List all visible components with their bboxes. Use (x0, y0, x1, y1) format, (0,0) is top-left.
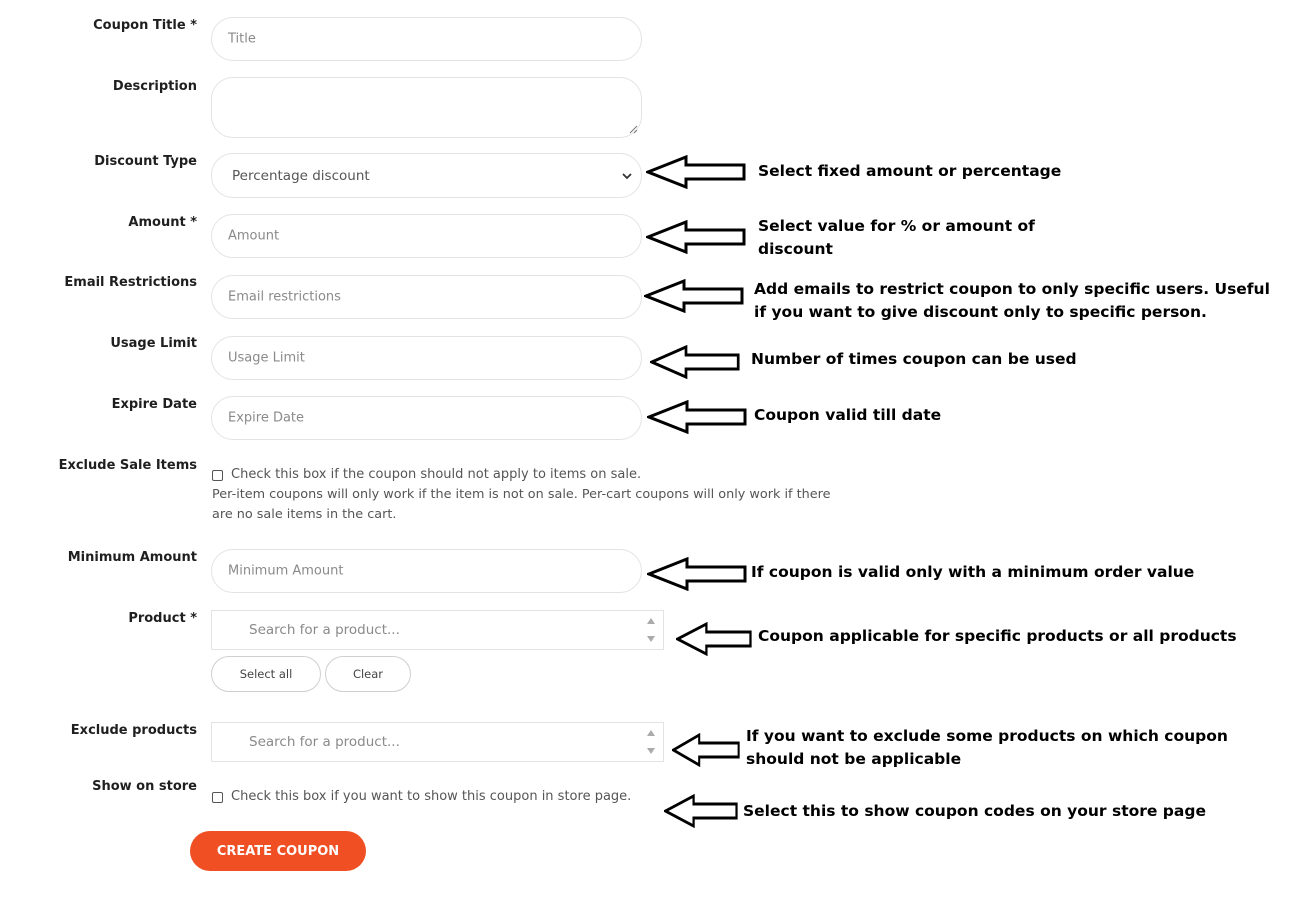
annotation-amount (758, 215, 1035, 261)
create-coupon-button[interactable]: CREATE COUPON (190, 831, 366, 871)
usage-limit-label: Usage Limit (110, 336, 197, 351)
exclude-products-label: Exclude products (70, 723, 197, 738)
discount-type-value: Percentage discount (232, 167, 370, 184)
usage-limit-placeholder: Usage Limit (228, 350, 305, 366)
left-arrow-icon (644, 279, 744, 313)
left-arrow-icon (650, 345, 740, 379)
coupon-title-placeholder: Title (228, 31, 256, 47)
exclude-products-placeholder: Search for a product... (249, 734, 400, 750)
email-restrictions-placeholder: Email restrictions (228, 289, 341, 305)
product-label: Product * (128, 611, 197, 626)
left-arrow-icon (664, 794, 738, 828)
show-on-store-text: Check this box if you want to show this coupon in store page. (231, 789, 632, 804)
show-on-store-checkbox[interactable] (212, 792, 223, 803)
annotation-email-restrictions (754, 278, 1270, 324)
annotation-minimum-amount: If coupon is valid only with a minimum order value (751, 563, 1195, 581)
left-arrow-icon (647, 557, 747, 591)
annotation-exclude-products (746, 725, 1228, 771)
amount-placeholder: Amount (228, 228, 280, 244)
annotation-exclude-line2: should not be applicable (746, 750, 962, 768)
email-restrictions-input[interactable] (211, 275, 642, 319)
amount-label: Amount * (128, 215, 197, 230)
minimum-amount-label: Minimum Amount (67, 550, 197, 565)
annotation-amount-line2: discount (758, 240, 833, 258)
annotation-email-line2: if you want to give discount only to specific person. (754, 303, 1207, 321)
minimum-amount-placeholder: Minimum Amount (228, 563, 344, 579)
discount-type-label: Discount Type (94, 154, 197, 169)
amount-input[interactable] (211, 214, 642, 258)
exclude-products-search-input[interactable] (211, 722, 664, 762)
annotation-email-line1: Add emails to restrict coupon to only specific users. Useful (754, 280, 1270, 298)
annotation-amount-line1: Select value for % or amount of (758, 217, 1035, 235)
clear-button[interactable]: Clear (325, 656, 411, 692)
show-on-store-label: Show on store (92, 779, 197, 794)
exclude-sale-items-text: Check this box if the coupon should not apply to items on sale. (231, 467, 642, 482)
description-textarea[interactable] (211, 77, 642, 138)
annotation-expire-date: Coupon valid till date (754, 406, 942, 424)
coupon-title-input[interactable] (211, 17, 642, 61)
select-all-button[interactable]: Select all (211, 656, 321, 692)
exclude-sale-items-note-line2: are no sale items in the cart. (212, 507, 397, 522)
left-arrow-icon (646, 220, 746, 254)
left-arrow-icon (676, 622, 752, 656)
expire-date-label: Expire Date (111, 397, 197, 412)
expire-date-placeholder: Expire Date (228, 410, 305, 426)
discount-type-select[interactable] (211, 153, 642, 198)
chevron-down-icon (621, 170, 633, 182)
left-arrow-icon (647, 400, 747, 434)
exclude-sale-items-note-line1: Per-item coupons will only work if the item is not on sale. Per-cart coupons will only work if there (212, 487, 831, 502)
left-arrow-icon (646, 155, 746, 189)
product-search-placeholder: Search for a product... (249, 622, 400, 638)
description-label: Description (112, 79, 197, 94)
exclude-sale-items-label: Exclude Sale Items (58, 458, 197, 473)
minimum-amount-input[interactable] (211, 549, 642, 593)
email-restrictions-label: Email Restrictions (64, 275, 197, 290)
coupon-title-label: Coupon Title * (93, 18, 197, 33)
annotation-show-on-store: Select this to show coupon codes on your store page (743, 802, 1206, 820)
annotation-usage-limit: Number of times coupon can be used (751, 350, 1077, 368)
up-down-arrows-icon[interactable] (645, 615, 657, 645)
exclude-sale-items-note (212, 485, 892, 525)
usage-limit-input[interactable] (211, 336, 642, 380)
expire-date-input[interactable] (211, 396, 642, 440)
resize-handle-icon[interactable] (629, 125, 638, 134)
product-search-input[interactable] (211, 610, 664, 650)
left-arrow-icon (672, 733, 740, 767)
exclude-sale-items-checkbox[interactable] (212, 470, 223, 481)
annotation-discount-type: Select fixed amount or percentage (758, 162, 1062, 180)
annotation-product: Coupon applicable for specific products or all products (758, 627, 1237, 645)
up-down-arrows-icon[interactable] (645, 727, 657, 757)
annotation-exclude-line1: If you want to exclude some products on which coupon (746, 727, 1228, 745)
